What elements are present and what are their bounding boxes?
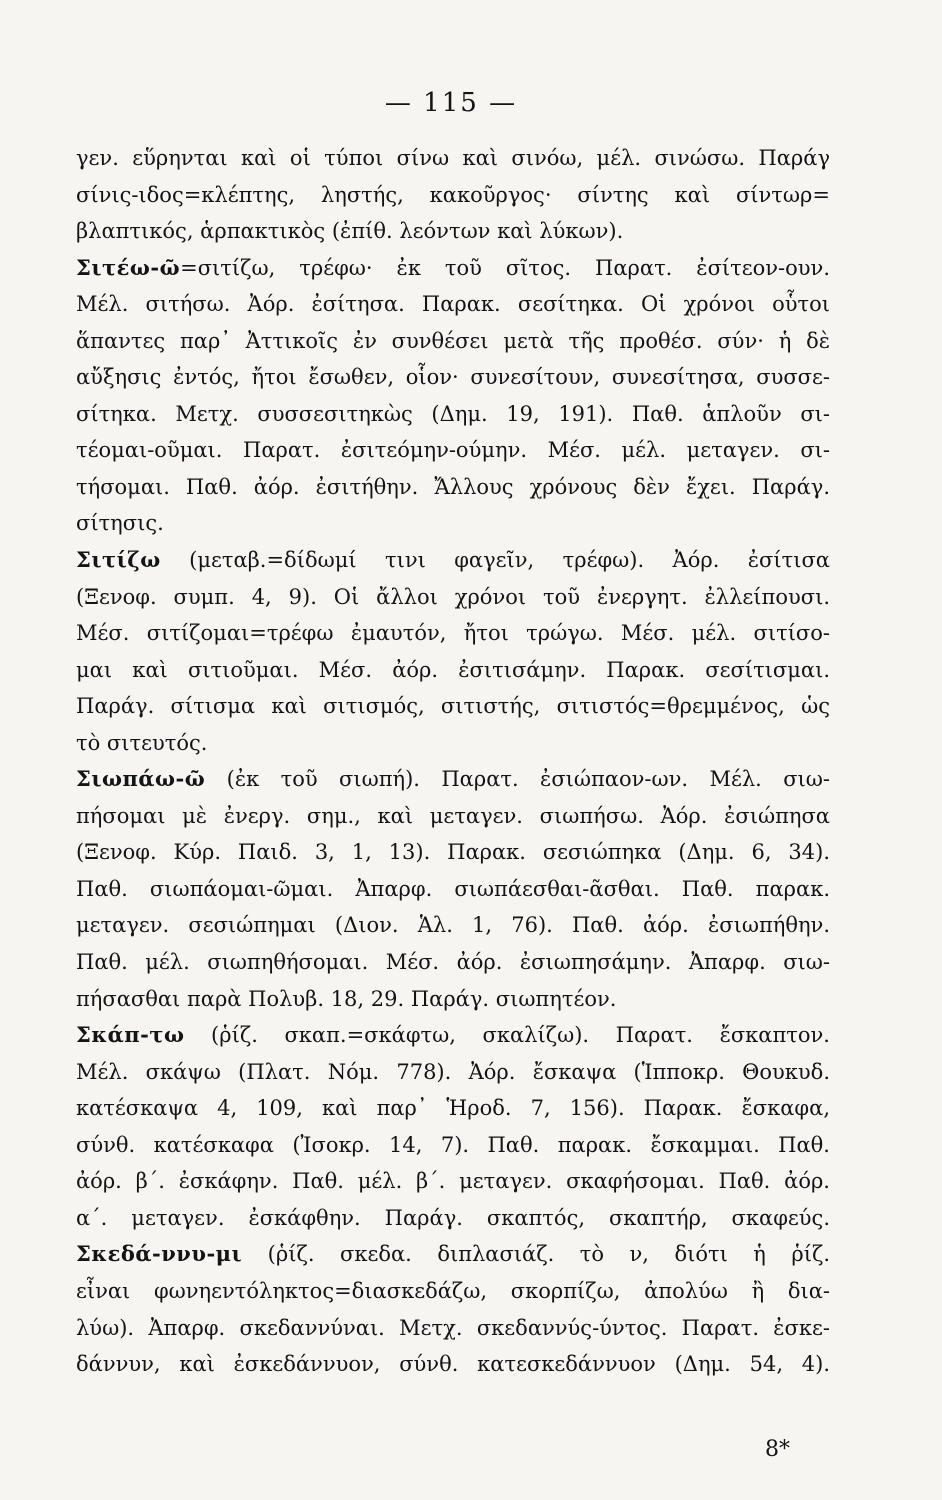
text-line (76, 907, 830, 944)
line-text: βλαπτικός, ἁρπακτικὸς (ἐπίθ. λεόντων καὶ λύκων). (76, 219, 624, 244)
entry-headword: Σκάπ-τω (76, 1022, 185, 1048)
line-text: ἀόρ. β΄. ἐσκάφην. Παθ. μέλ. β΄. μεταγεν. σκαφήσομαι. Παθ. ἀόρ. (76, 1169, 830, 1194)
text-line (76, 286, 830, 323)
text-line (76, 615, 830, 652)
text-line (76, 1236, 830, 1273)
text-line (76, 359, 830, 396)
text-line (76, 542, 830, 579)
line-text: σίνις-ιδος=κλέπτης, ληστής, κακοῦργος· σίντης καὶ σίντωρ= (76, 182, 830, 207)
text-line (76, 1163, 830, 1200)
line-text: (ῥίζ. σκεδα. διπλασιάζ. τὸ ν, διότι ἡ ῥίζ. (242, 1242, 830, 1267)
text-line (76, 871, 830, 908)
line-text: Μέλ. σκάψω (Πλατ. Νόμ. 778). Ἀόρ. ἔσκαψα (Ἱπποκρ. Θουκυδ. (76, 1059, 830, 1084)
line-text: λύω). Ἀπαρφ. σκεδαννύναι. Μετχ. σκεδαννύς-ύντος. Παρατ. ἐσκε- (76, 1315, 830, 1340)
text-line (76, 323, 830, 360)
line-text: κατέσκαψα 4, 109, καὶ παρ᾽ Ἡροδ. 7, 156). Παρακ. ἔσκαφα, (76, 1096, 830, 1121)
line-text: πήσασθαι παρὰ Πολυβ. 18, 29. Παράγ. σιωπητέον. (76, 986, 617, 1011)
text-line (76, 469, 830, 506)
text-line (76, 652, 830, 689)
text-line (76, 213, 830, 250)
printer-signature-mark: 8* (765, 1437, 790, 1462)
line-text: Παθ. μέλ. σιωπηθήσομαι. Μέσ. ἀόρ. ἐσιωπησάμην. Ἀπαρφ. σιω- (76, 950, 830, 975)
text-line (76, 688, 830, 725)
dictionary-text (76, 140, 830, 1383)
line-text: α΄. μεταγεν. ἐσκάφθην. Παράγ. σκαπτός, σκαπτήρ, σκαφεύς. (76, 1205, 830, 1230)
entry-headword: Σιτέω-ῶ (76, 254, 181, 280)
line-text: ἅπαντες παρ᾽ Ἀττικοῖς ἐν συνθέσει μετὰ τῆς προθέσ. σύν· ἡ δὲ (76, 328, 830, 353)
page-number: — 115 — (384, 88, 518, 118)
line-text: (Ξενοφ. συμπ. 4, 9). Οἱ ἄλλοι χρόνοι τοῦ ἐνεργητ. ἐλλείπουσι. (76, 584, 830, 609)
text-line (76, 798, 830, 835)
line-text: αὔξησις ἐντός, ἤτοι ἔσωθεν, οἷον· συνεσίτουν, συνεσίτησα, συσσε- (76, 365, 830, 390)
line-text: Μέσ. σιτίζομαι=τρέφω ἐμαυτόν, ἤτοι τρώγω. Μέσ. μέλ. σιτίσο- (76, 621, 830, 646)
line-text: σίτηκα. Μετχ. συσσεσιτηκὼς (Δημ. 19, 191). Παθ. ἁπλοῦν σι- (76, 401, 830, 426)
line-text: πήσομαι μὲ ἐνεργ. σημ., καὶ μεταγεν. σιωπήσω. Ἀόρ. ἐσιώπησα (76, 803, 830, 828)
entry-headword: Σιτίζω (76, 547, 161, 573)
text-line (76, 505, 830, 542)
line-text: δάννυν, καὶ ἐσκεδάννυον, σύνθ. κατεσκεδάννυον (Δημ. 54, 4). (76, 1352, 830, 1377)
text-line (76, 1346, 830, 1383)
line-text: εἶναι φωνηεντόληκτος=διασκεδάζω, σκορπίζω, ἀπολύω ἢ δια- (76, 1278, 830, 1303)
text-line (76, 1090, 830, 1127)
line-text: τέομαι-οῦμαι. Παρατ. ἐσιτεόμην-ούμην. Μέσ. μέλ. μεταγεν. σι- (76, 438, 830, 463)
text-line (76, 834, 830, 871)
text-line (76, 1054, 830, 1091)
text-line (76, 1273, 830, 1310)
entry-headword: Σκεδά-ννυ-μι (76, 1241, 243, 1267)
text-line (76, 1017, 830, 1054)
text-line (76, 1200, 830, 1237)
line-text: =σιτίζω, τρέφω· ἐκ τοῦ σῖτος. Παρατ. ἐσίτεον-ουν. (180, 255, 830, 280)
line-text: γεν. εὕρηνται καὶ οἱ τύποι σίνω καὶ σινόω, μέλ. σινώσω. Παράγ (76, 146, 830, 170)
line-text: Παθ. σιωπάομαι-ῶμαι. Ἀπαρφ. σιωπάεσθαι-ᾶσθαι. Παθ. παρακ. (76, 876, 830, 901)
line-text: τήσομαι. Παθ. ἀόρ. ἐσιτήθην. Ἄλλους χρόνους δὲν ἔχει. Παράγ. (76, 474, 830, 499)
line-text: Μέλ. σιτήσω. Ἀόρ. ἐσίτησα. Παρακ. σεσίτηκα. Οἱ χρόνοι οὗτοι (76, 292, 830, 317)
line-text: μεταγεν. σεσιώπημαι (Διον. Ἁλ. 1, 76). Παθ. ἀόρ. ἐσιωπήθην. (76, 913, 830, 938)
text-line (76, 140, 830, 177)
line-text: τὸ σιτευτός. (76, 730, 208, 755)
line-text: (ῥίζ. σκαπ.=σκάφτω, σκαλίζω). Παρατ. ἔσκαπτον. (184, 1023, 830, 1048)
text-line (76, 725, 830, 762)
text-line (76, 1310, 830, 1347)
line-text: σύνθ. κατέσκαφα (Ἰσοκρ. 14, 7). Παθ. παρακ. ἔσκαμμαι. Παθ. (76, 1132, 830, 1157)
text-line (76, 579, 830, 616)
text-line (76, 944, 830, 981)
entry-headword: Σιωπάω-ῶ (76, 766, 206, 792)
text-line (76, 761, 830, 798)
line-text: σίτησις. (76, 511, 164, 536)
text-line (76, 250, 830, 287)
line-text: (μεταβ.=δίδωμί τινι φαγεῖν, τρέφω). Ἀόρ. ἐσίτισα (160, 548, 830, 573)
text-line (76, 981, 830, 1018)
text-line (76, 396, 830, 433)
text-line (76, 432, 830, 469)
line-text: Παράγ. σίτισμα καὶ σιτισμός, σιτιστής, σιτιστός=θρεμμένος, ὡς (76, 694, 830, 719)
text-line (76, 1127, 830, 1164)
line-text: (ἐκ τοῦ σιωπή). Παρατ. ἐσιώπαον-ων. Μέλ. σιω- (205, 767, 830, 792)
line-text: μαι καὶ σιτιοῦμαι. Μέσ. ἀόρ. ἐσιτισάμην. Παρακ. σεσίτισμαι. (76, 657, 830, 682)
line-text: (Ξενοφ. Κύρ. Παιδ. 3, 1, 13). Παρακ. σεσιώπηκα (Δημ. 6, 34). (76, 840, 830, 865)
text-line (76, 177, 830, 214)
